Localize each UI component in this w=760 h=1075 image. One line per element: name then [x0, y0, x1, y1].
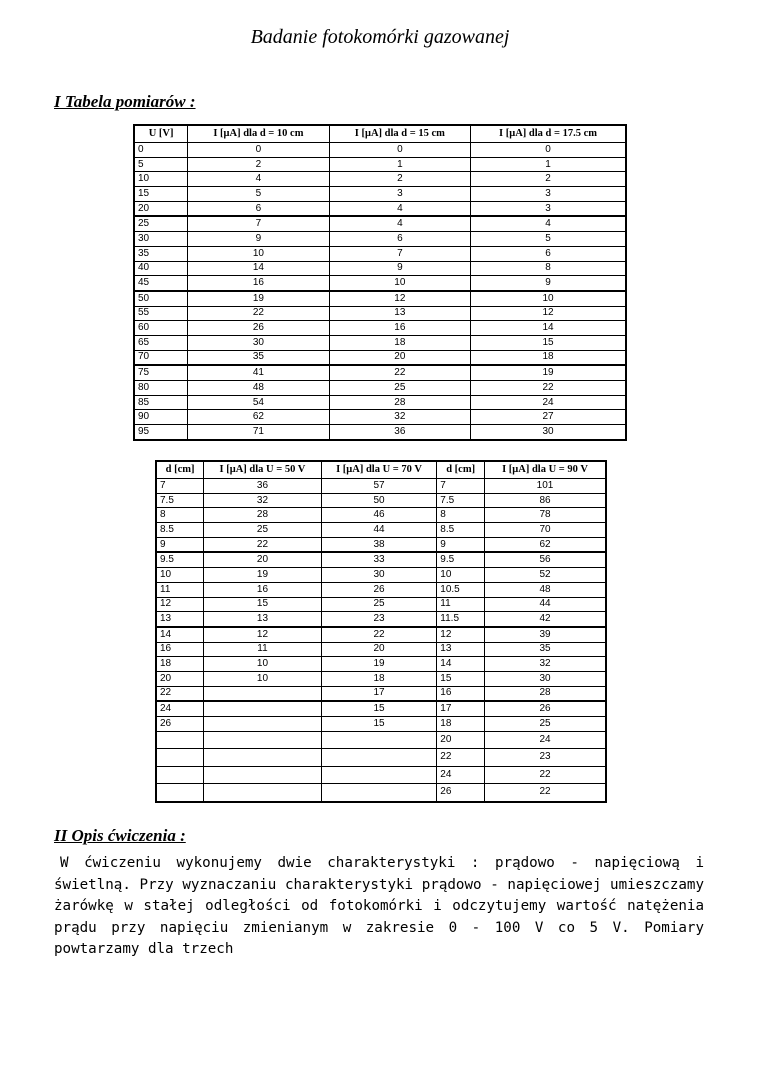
table-row [156, 686, 606, 701]
table-cell: 6 [471, 246, 626, 261]
table-cell: 23 [321, 612, 437, 627]
table-cell: 55 [134, 306, 188, 321]
table-cell [156, 784, 204, 802]
table-cell [204, 731, 322, 749]
table-cell: 10 [188, 246, 329, 261]
table-cell: 35 [188, 350, 329, 365]
table-cell: 12 [204, 627, 322, 642]
table-cell: 19 [188, 291, 329, 306]
table-cell: 5 [134, 157, 188, 172]
table-cell: 20 [134, 201, 188, 216]
table-cell: 7 [188, 216, 329, 231]
table-cell: 13 [156, 612, 204, 627]
table-cell: 30 [134, 232, 188, 247]
table-cell: 25 [134, 216, 188, 231]
table-row [134, 306, 626, 321]
table-cell [204, 717, 322, 732]
table-cell: 10 [134, 172, 188, 187]
table-cell: 57 [321, 479, 437, 494]
table-cell: 16 [437, 686, 485, 701]
table-cell: 15 [204, 597, 322, 612]
table-row [156, 508, 606, 523]
table-cell: 33 [321, 552, 437, 567]
table-cell: 8.5 [156, 523, 204, 538]
table-cell: 15 [321, 701, 437, 716]
table-cell: 26 [188, 321, 329, 336]
column-header: I [μA] dla U = 90 V [485, 461, 607, 479]
table-cell: 10 [204, 657, 322, 672]
table-cell: 12 [471, 306, 626, 321]
table-cell: 26 [437, 784, 485, 802]
table-row [134, 350, 626, 365]
table-cell: 44 [485, 597, 607, 612]
table-cell: 8 [156, 508, 204, 523]
table-cell: 24 [485, 731, 607, 749]
table-cell: 11 [204, 642, 322, 657]
table-cell: 60 [134, 321, 188, 336]
table-cell: 32 [329, 410, 470, 425]
table-cell: 6 [188, 201, 329, 216]
table-cell: 70 [134, 350, 188, 365]
table-cell: 80 [134, 381, 188, 396]
table-cell: 26 [156, 717, 204, 732]
table-row [134, 410, 626, 425]
table-cell: 38 [321, 537, 437, 552]
table-cell: 10 [204, 671, 322, 686]
table-row [156, 479, 606, 494]
table-cell: 78 [485, 508, 607, 523]
section-heading-measurements: I Tabela pomiarów : [54, 92, 196, 111]
table-cell: 19 [321, 657, 437, 672]
table-cell: 7.5 [437, 493, 485, 508]
table-row [156, 657, 606, 672]
table-cell: 2 [188, 157, 329, 172]
table-cell: 22 [485, 766, 607, 784]
table-cell: 14 [188, 261, 329, 276]
table-cell [321, 731, 437, 749]
table-cell: 23 [485, 749, 607, 767]
table-cell: 15 [437, 671, 485, 686]
table-cell: 3 [471, 201, 626, 216]
table-cell: 28 [204, 508, 322, 523]
table-cell: 6 [329, 232, 470, 247]
table-row [156, 784, 606, 802]
table-cell: 10 [437, 568, 485, 583]
table-cell: 11 [437, 597, 485, 612]
table-row [156, 612, 606, 627]
table-cell: 70 [485, 523, 607, 538]
column-header: I [μA] dla d = 10 cm [188, 125, 329, 143]
table-cell [321, 784, 437, 802]
table-cell [204, 784, 322, 802]
table-cell: 9.5 [437, 552, 485, 567]
table-cell: 10.5 [437, 582, 485, 597]
table-cell: 22 [437, 749, 485, 767]
table-cell: 22 [156, 686, 204, 701]
table-cell [156, 766, 204, 784]
table-cell: 48 [485, 582, 607, 597]
table-row [156, 523, 606, 538]
table-row [134, 365, 626, 380]
table-cell: 0 [134, 143, 188, 158]
table-cell: 36 [204, 479, 322, 494]
table-cell [156, 749, 204, 767]
table-cell: 30 [188, 335, 329, 350]
table-cell: 20 [321, 642, 437, 657]
table-cell: 14 [437, 657, 485, 672]
table-cell: 4 [329, 201, 470, 216]
column-header: I [μA] dla d = 17.5 cm [471, 125, 626, 143]
table-cell: 40 [134, 261, 188, 276]
table-cell: 24 [471, 395, 626, 410]
table-cell: 8 [471, 261, 626, 276]
table-cell: 10 [471, 291, 626, 306]
table-cell: 9.5 [156, 552, 204, 567]
table-cell: 3 [471, 187, 626, 202]
table-cell: 45 [134, 276, 188, 291]
table-cell: 25 [329, 381, 470, 396]
table-row [134, 246, 626, 261]
table-cell: 15 [471, 335, 626, 350]
table-cell: 14 [471, 321, 626, 336]
table-cell: 3 [329, 187, 470, 202]
column-header: d [cm] [156, 461, 204, 479]
table-cell: 22 [204, 537, 322, 552]
table-cell: 62 [188, 410, 329, 425]
table-cell: 42 [485, 612, 607, 627]
table-row [156, 568, 606, 583]
table-cell: 39 [485, 627, 607, 642]
table-cell: 1 [329, 157, 470, 172]
table-row [134, 291, 626, 306]
table-cell: 46 [321, 508, 437, 523]
table-cell [321, 766, 437, 784]
table-cell: 8 [437, 508, 485, 523]
table-cell: 65 [134, 335, 188, 350]
table-cell: 22 [471, 381, 626, 396]
table-cell [204, 686, 322, 701]
table-cell [321, 749, 437, 767]
table-cell: 20 [156, 671, 204, 686]
table-cell: 30 [485, 671, 607, 686]
table-cell: 16 [204, 582, 322, 597]
table-row [156, 717, 606, 732]
table-cell: 4 [329, 216, 470, 231]
table-cell: 20 [329, 350, 470, 365]
table-cell: 19 [471, 365, 626, 380]
table-row [134, 157, 626, 172]
table-row [156, 582, 606, 597]
table-row [134, 201, 626, 216]
table-cell: 0 [471, 143, 626, 158]
table-cell: 18 [321, 671, 437, 686]
table-cell: 30 [471, 425, 626, 440]
table-cell: 7 [156, 479, 204, 494]
table-row [134, 172, 626, 187]
table-cell: 18 [156, 657, 204, 672]
current-voltage-table [133, 124, 627, 441]
table-row [156, 552, 606, 567]
table-cell: 13 [329, 306, 470, 321]
table-cell: 4 [471, 216, 626, 231]
table-cell: 9 [471, 276, 626, 291]
table-cell: 22 [321, 627, 437, 642]
table-cell: 28 [329, 395, 470, 410]
table-cell: 7 [437, 479, 485, 494]
table-cell: 18 [329, 335, 470, 350]
table-cell: 26 [485, 701, 607, 716]
section-heading-description: II Opis ćwiczenia : [54, 826, 186, 845]
table-cell: 0 [329, 143, 470, 158]
table-cell: 12 [156, 597, 204, 612]
table-cell: 54 [188, 395, 329, 410]
table-cell: 17 [437, 701, 485, 716]
table-cell: 11 [156, 582, 204, 597]
table-row [156, 749, 606, 767]
table-cell: 9 [156, 537, 204, 552]
column-header: I [μA] dla d = 15 cm [329, 125, 470, 143]
table-cell: 75 [134, 365, 188, 380]
table-cell: 16 [329, 321, 470, 336]
column-header: d [cm] [437, 461, 485, 479]
table-cell: 10 [156, 568, 204, 583]
table-cell [204, 749, 322, 767]
table-row [134, 276, 626, 291]
description-text: W ćwiczeniu wykonujemy dwie charakterystyki : prądowo - napięciową i świetlną. Przy wyznaczaniu charakterystyki prądowo - napięciowej umieszczamy żarówkę w stałej odległości od fotokomórki i odczytujemy wartość natężenia prądu przy napięciu zmienianym w zakresie 0 - 100 V co 5 V. Pomiary powtarzamy dla trzech [54, 855, 704, 957]
table-cell: 25 [204, 523, 322, 538]
table-cell: 86 [485, 493, 607, 508]
table-row [134, 232, 626, 247]
table-cell: 52 [485, 568, 607, 583]
table-cell: 32 [204, 493, 322, 508]
table-cell: 35 [134, 246, 188, 261]
table-cell: 22 [188, 306, 329, 321]
table-row [134, 143, 626, 158]
table-cell: 20 [437, 731, 485, 749]
table-row [134, 395, 626, 410]
table-cell: 85 [134, 395, 188, 410]
table-cell: 9 [437, 537, 485, 552]
table-row [156, 642, 606, 657]
table-cell: 2 [471, 172, 626, 187]
table-cell: 30 [321, 568, 437, 583]
table-row [134, 216, 626, 231]
table-cell: 62 [485, 537, 607, 552]
table-cell: 71 [188, 425, 329, 440]
document-title: Badanie fotokomórki gazowanej [250, 26, 510, 48]
table-cell: 4 [188, 172, 329, 187]
table-cell: 5 [188, 187, 329, 202]
table-cell: 11.5 [437, 612, 485, 627]
table-row [134, 335, 626, 350]
description-paragraph [54, 853, 704, 961]
table-cell: 18 [471, 350, 626, 365]
table-cell: 16 [156, 642, 204, 657]
table-cell: 95 [134, 425, 188, 440]
table-row [156, 537, 606, 552]
table-cell: 32 [485, 657, 607, 672]
table-cell: 2 [329, 172, 470, 187]
table-cell: 12 [437, 627, 485, 642]
table-cell: 19 [204, 568, 322, 583]
table-cell: 27 [471, 410, 626, 425]
table-cell: 25 [321, 597, 437, 612]
table-row [134, 381, 626, 396]
table-cell: 0 [188, 143, 329, 158]
table-cell: 48 [188, 381, 329, 396]
table-cell: 41 [188, 365, 329, 380]
table-cell: 36 [329, 425, 470, 440]
table-cell: 16 [188, 276, 329, 291]
table-cell [156, 731, 204, 749]
table-cell: 12 [329, 291, 470, 306]
table-row [156, 597, 606, 612]
table-cell: 22 [485, 784, 607, 802]
table-cell: 22 [329, 365, 470, 380]
table-cell: 9 [188, 232, 329, 247]
table-cell: 28 [485, 686, 607, 701]
table-row [156, 493, 606, 508]
table-cell: 101 [485, 479, 607, 494]
table-cell: 56 [485, 552, 607, 567]
table-cell: 90 [134, 410, 188, 425]
table-cell: 20 [204, 552, 322, 567]
table-cell: 8.5 [437, 523, 485, 538]
column-header: I [μA] dla U = 70 V [321, 461, 437, 479]
table-row [134, 425, 626, 440]
table-cell: 35 [485, 642, 607, 657]
table-cell: 44 [321, 523, 437, 538]
table-row [156, 627, 606, 642]
table-cell: 18 [437, 717, 485, 732]
table-cell: 13 [437, 642, 485, 657]
table-cell: 10 [329, 276, 470, 291]
table-cell: 50 [321, 493, 437, 508]
table-cell: 7 [329, 246, 470, 261]
table-cell: 17 [321, 686, 437, 701]
table-cell: 24 [437, 766, 485, 784]
table-row [156, 766, 606, 784]
table-row [134, 321, 626, 336]
table-row [134, 187, 626, 202]
table-row [156, 731, 606, 749]
table-row [134, 261, 626, 276]
table-row [156, 671, 606, 686]
table-cell: 24 [156, 701, 204, 716]
column-header: U [V] [134, 125, 188, 143]
table-cell: 14 [156, 627, 204, 642]
column-header: I [μA] dla U = 50 V [204, 461, 322, 479]
table-cell: 1 [471, 157, 626, 172]
table-cell: 5 [471, 232, 626, 247]
current-distance-table [155, 460, 607, 803]
table-row [156, 701, 606, 716]
table-cell: 50 [134, 291, 188, 306]
table-cell: 15 [134, 187, 188, 202]
table-cell: 13 [204, 612, 322, 627]
table-cell: 15 [321, 717, 437, 732]
table-cell: 7.5 [156, 493, 204, 508]
table-cell: 26 [321, 582, 437, 597]
table-cell [204, 766, 322, 784]
table-cell: 9 [329, 261, 470, 276]
table-cell [204, 701, 322, 716]
table-cell: 25 [485, 717, 607, 732]
